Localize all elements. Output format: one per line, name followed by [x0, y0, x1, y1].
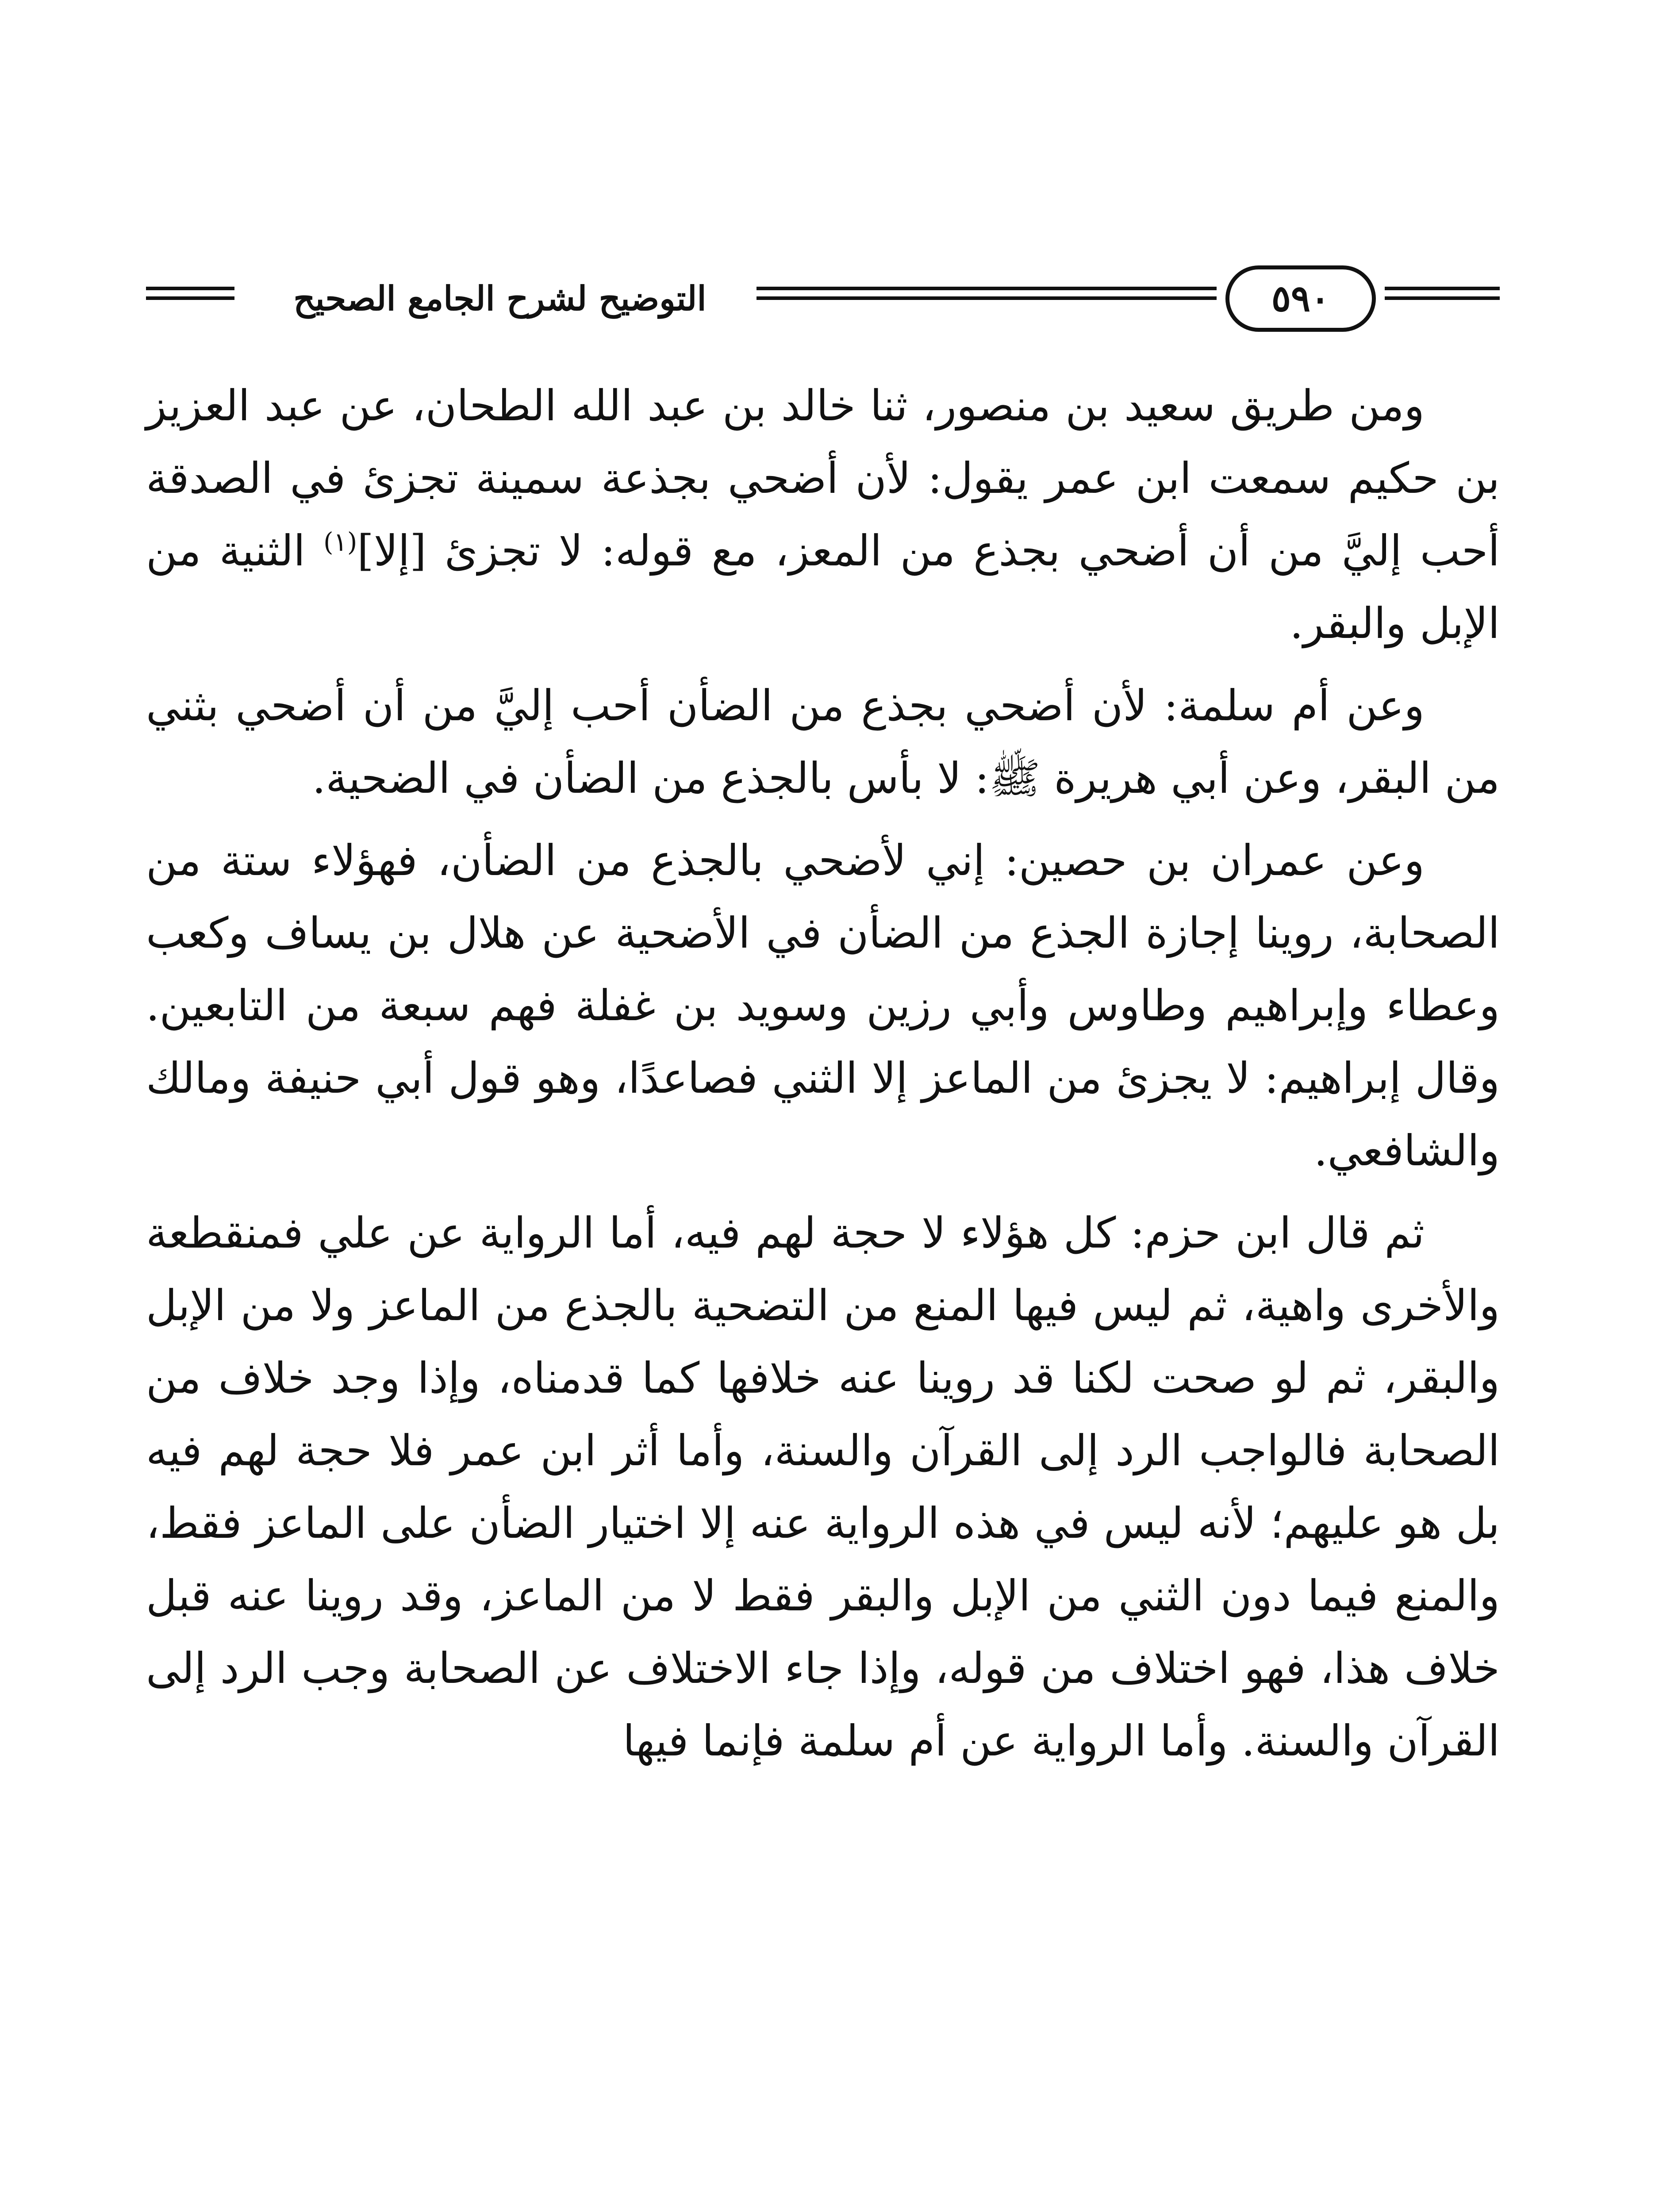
footnote-reference[interactable]: (١) — [323, 527, 357, 557]
main-text — [146, 369, 1500, 1787]
paragraph-text: الثنية من الإبل والبقر. — [146, 526, 1500, 648]
header-rule-left — [146, 287, 234, 290]
paragraph: وعن أم سلمة: لأن أضحي بجذع من الضأن أحب إليَّ من أن أضحي بثني من البقر، وعن أبي هريرة ﷺ: لا بأس بالجذع من الضأن في الضحية. — [146, 681, 1500, 803]
paragraph: وعن عمران بن حصين: إني لأضحي بالجذع من الضأن، فهؤلاء ستة من الصحابة، روينا إجازة الجذع من الضأن في الأضحية عن هلال بن يساف وكعب وعطاء وإبراهيم وطاوس وأبي رزين وسويد بن غفلة فهم سبعة من التابعين. وقال إبراهيم: لا يجزئ من الماعز إلا الثني فصاعدًا، وهو قول أبي حنيفة ومالك والشافعي. — [146, 836, 1500, 1175]
running-header — [146, 265, 1500, 332]
running-title: التوضيح لشرح الجامع الصحيح — [293, 279, 707, 318]
paragraph — [146, 369, 1500, 660]
header-rule-right — [1385, 287, 1500, 290]
paragraph: ثم قال ابن حزم: كل هؤلاء لا حجة لهم فيه، أما الرواية عن علي فمنقطعة والأخرى واهية، ثم ليس فيها المنع من التضحية بالجذع من الماعز ولا من الإبل والبقر، ثم لو صحت لكنا قد روينا عنه خلافها كما قدمناه، وإذا وجد خلاف من الصحابة فالواجب الرد إلى القرآن والسنة، وأما أثر ابن عمر فلا حجة لهم فيه بل هو عليهم؛ لأنه ليس في هذه الرواية عنه إلا اختيار الضأن على الماعز فقط، والمنع فيما دون الثني من الإبل والبقر فقط لا من الماعز، وقد روينا عنه قبل خلاف هذا، فهو اختلاف من قوله، وإذا جاء الاختلاف عن الصحابة وجب الرد إلى القرآن والسنة. وأما الرواية عن أم سلمة فإنما فيها — [146, 1208, 1500, 1766]
page-number: ٥٩٠ — [1225, 265, 1376, 332]
header-rule-middle — [757, 287, 1217, 290]
paragraph-text: ومن طريق سعيد بن منصور، ثنا خالد بن عبد الله الطحان، عن عبد العزيز بن حكيم سمعت ابن عمر يقول: لأن أضحي بجذعة سمينة تجزئ في الصدقة أحب إليَّ من أن أضحي بجذع من المعز، مع قوله: لا تجزئ [إلا] — [146, 381, 1500, 576]
